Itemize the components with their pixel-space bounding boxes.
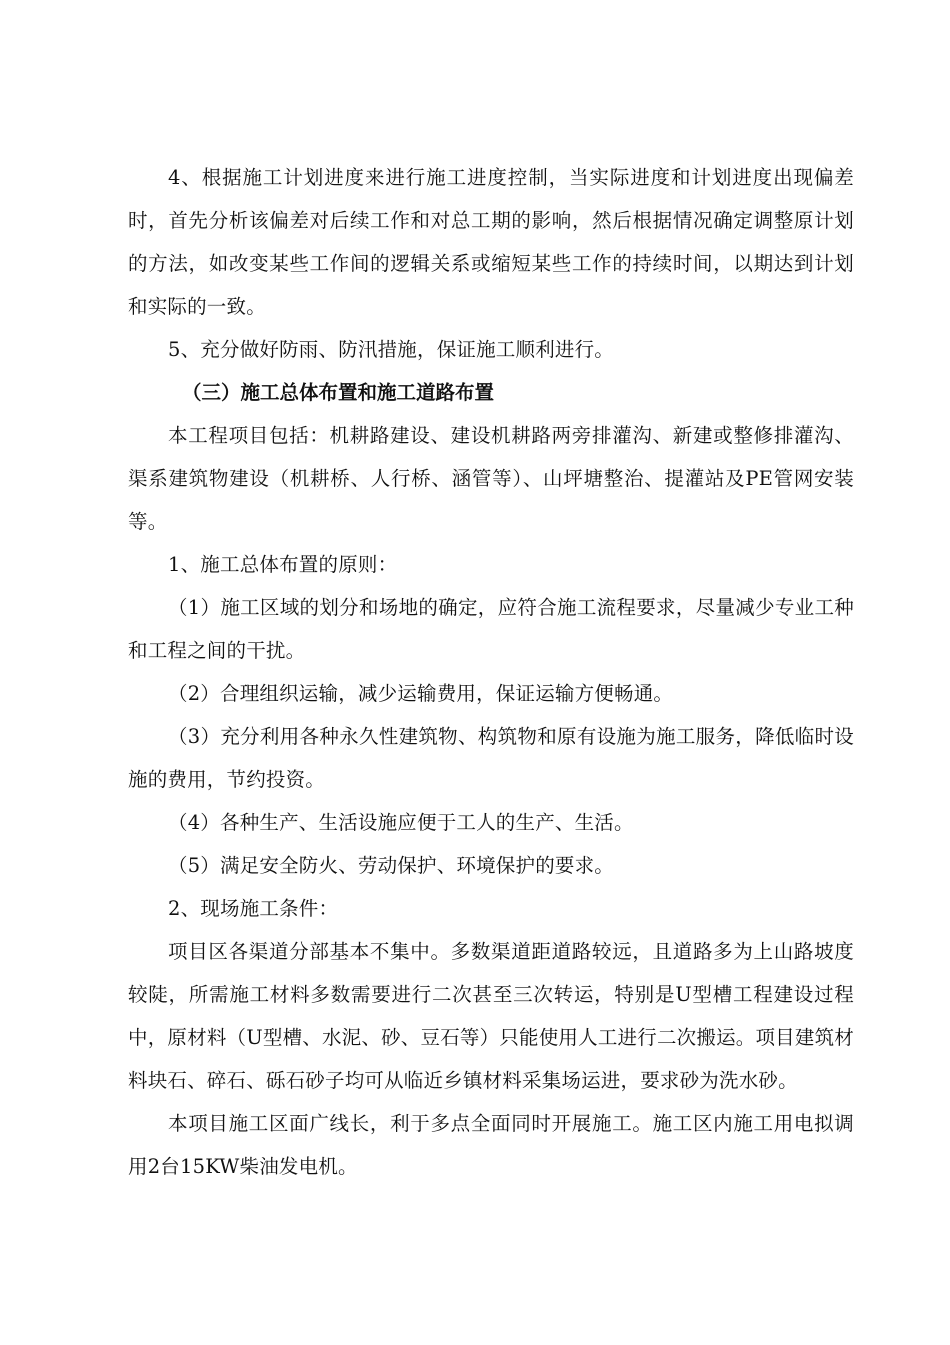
section-heading-layout: （三）施工总体布置和施工道路布置	[182, 381, 495, 404]
paragraph-flood-measures: 5、充分做好防雨、防汛措施，保证施工顺利进行。	[168, 338, 615, 361]
paragraph-progress-control: 4、根据施工计划进度来进行施工进度控制，当实际进度和计划进度出现偏差时，首先分析该偏差对后续工作和对总工期的影响，然后根据情况确定调整原计划的方法，如改变某些工作间的逻辑关系或缩短某些工作的持续时间，以期达到计划和实际的一致。	[128, 166, 854, 318]
paragraph-principle-1: （1）施工区域的划分和场地的确定，应符合施工流程要求，尽量减少专业工种和工程之间的干扰。	[128, 596, 854, 662]
paragraph-project-scope: 本工程项目包括：机耕路建设、建设机耕路两旁排灌沟、新建或整修排灌沟、渠系建筑物建设（机耕桥、人行桥、涵管等）、山坪塘整治、提灌站及PE管网安装等。	[128, 424, 854, 533]
paragraph-layout-principles-title: 1、施工总体布置的原则：	[168, 553, 398, 576]
paragraph-site-conditions-title: 2、现场施工条件：	[168, 897, 339, 920]
paragraph-principle-4: （4）各种生产、生活设施应便于工人的生产、生活。	[168, 811, 634, 834]
paragraph-principle-2: （2）合理组织运输，减少运输费用，保证运输方便畅通。	[168, 682, 674, 705]
paragraph-principle-5: （5）满足安全防火、劳动保护、环境保护的要求。	[168, 854, 615, 877]
paragraph-site-conditions: 项目区各渠道分部基本不集中。多数渠道距道路较远，且道路多为上山路坡度较陡，所需施工材料多数需要进行二次甚至三次转运，特别是U型槽工程建设过程中，原材料（U型槽、水泥、砂、豆石等）只能使用人工进行二次搬运。项目建筑材料块石、碎石、砾石砂子均可从临近乡镇材料采集场运进，要求砂为洗水砂。	[128, 940, 854, 1092]
paragraph-power-supply: 本项目施工区面广线长，利于多点全面同时开展施工。施工区内施工用电拟调用2台15KW柴油发电机。	[128, 1112, 854, 1178]
paragraph-principle-3: （3）充分利用各种永久性建筑物、构筑物和原有设施为施工服务，降低临时设施的费用，节约投资。	[128, 725, 854, 791]
